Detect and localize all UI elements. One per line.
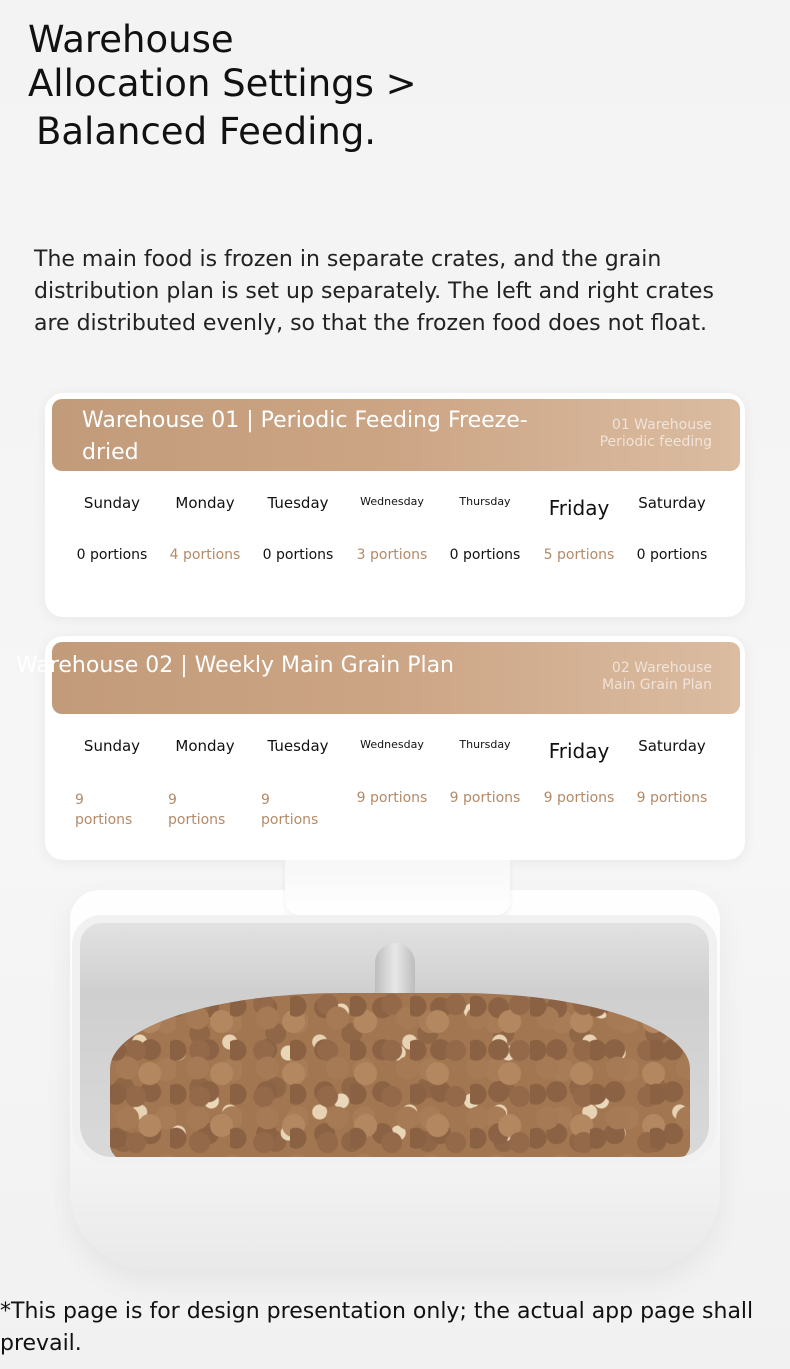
page-title-line-3: Balanced Feeding. xyxy=(36,110,377,153)
portion-count: 9 portions xyxy=(356,790,428,806)
day-saturday[interactable] xyxy=(627,736,717,806)
feeder-chute xyxy=(285,860,510,915)
portion-count: 9 portions xyxy=(168,792,226,828)
portion-count: 0 portions xyxy=(449,547,521,563)
warehouse-01-subtitle-line-2: Periodic feeding xyxy=(599,434,712,450)
page-title-line-2: Allocation Settings > xyxy=(28,62,417,105)
portion-count: 3 portions xyxy=(356,547,428,563)
warehouse-01-schedule xyxy=(67,493,727,603)
warehouse-01-subtitle xyxy=(600,417,712,451)
disclaimer-footnote: *This page is for design presentation only; the actual app page shall prevail. xyxy=(0,1299,754,1356)
portion-count: 0 portions xyxy=(76,547,148,563)
day-label: Wednesday xyxy=(360,738,424,751)
day-label: Saturday xyxy=(638,494,706,512)
day-saturday[interactable] xyxy=(627,493,717,563)
day-sunday[interactable] xyxy=(67,736,157,828)
warehouse-01-subtitle-line-1: 01 Warehouse xyxy=(611,417,712,433)
feature-description: The main food is frozen in separate crates, and the grain distribution plan is set up separately. The left and right crates are distributed evenly, so that the frozen food does not float. xyxy=(34,247,714,336)
portion-count: 5 portions xyxy=(543,547,615,563)
day-thursday[interactable] xyxy=(440,493,530,563)
portion-count: 9 portions xyxy=(75,792,133,828)
day-monday[interactable] xyxy=(160,736,250,828)
food-bowl xyxy=(72,915,717,1165)
day-label: Tuesday xyxy=(267,494,329,512)
portion-count: 9 portions xyxy=(261,792,319,828)
kibble-food xyxy=(110,993,690,1165)
feeder-illustration xyxy=(60,860,730,1280)
day-label: Saturday xyxy=(638,737,706,755)
day-thursday[interactable] xyxy=(440,736,530,806)
portion-count: 4 portions xyxy=(169,547,241,563)
day-sunday[interactable] xyxy=(67,493,157,563)
portion-count: 9 portions xyxy=(543,790,615,806)
warehouse-02-subtitle-line-2: Main Grain Plan xyxy=(601,677,712,693)
portion-count: 9 portions xyxy=(636,790,708,806)
warehouse-01-header xyxy=(52,399,740,471)
warehouse-02-subtitle-line-1: 02 Warehouse xyxy=(611,660,712,676)
warehouse-02-header xyxy=(16,642,740,714)
warehouse-01-title: Warehouse 01 | Periodic Feeding Freeze-dried xyxy=(82,408,528,465)
warehouse-02-title: Warehouse 02 | Weekly Main Grain Plan xyxy=(16,653,454,678)
portion-count: 9 portions xyxy=(449,790,521,806)
portion-count: 0 portions xyxy=(636,547,708,563)
day-label: Thursday xyxy=(459,738,511,751)
day-wednesday[interactable] xyxy=(347,736,437,806)
day-friday[interactable] xyxy=(534,493,624,563)
day-tuesday[interactable] xyxy=(253,493,343,563)
day-label: Tuesday xyxy=(267,737,329,755)
page-title xyxy=(28,18,448,154)
day-label: Friday xyxy=(548,739,610,763)
day-label: Sunday xyxy=(83,494,141,512)
warehouse-02-schedule xyxy=(67,736,727,846)
day-label: Monday xyxy=(175,494,235,512)
warehouse-02-card xyxy=(16,636,745,860)
day-label: Sunday xyxy=(83,737,141,755)
day-tuesday[interactable] xyxy=(253,736,343,828)
warehouse-01-card xyxy=(45,393,745,617)
day-label: Wednesday xyxy=(360,495,424,508)
day-label: Friday xyxy=(548,496,610,520)
day-wednesday[interactable] xyxy=(347,493,437,563)
day-label: Thursday xyxy=(459,495,511,508)
day-friday[interactable] xyxy=(534,736,624,806)
portion-count: 0 portions xyxy=(262,547,334,563)
warehouse-02-subtitle xyxy=(602,660,712,694)
day-label: Monday xyxy=(175,737,235,755)
page-title-line-1: Warehouse xyxy=(28,18,234,61)
day-monday[interactable] xyxy=(160,493,250,563)
